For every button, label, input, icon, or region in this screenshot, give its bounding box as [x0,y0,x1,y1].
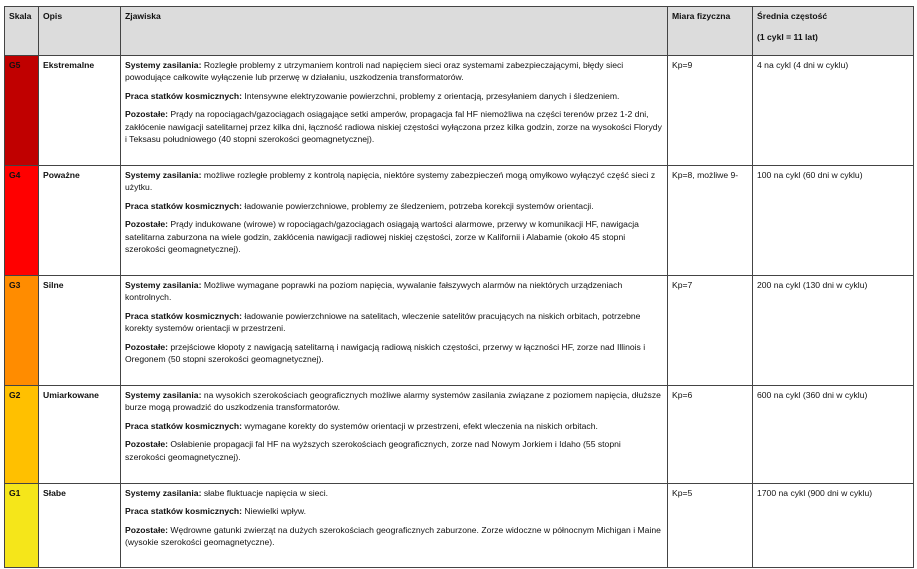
physical-measure-cell: Kp=5 [668,484,753,568]
description-cell: Poważne [39,166,121,276]
scale-cell: G3 [5,276,39,386]
phenomenon-paragraph [125,218,663,255]
phenomenon-label: Systemy zasilania: [125,390,202,400]
phenomenon-paragraph [125,389,663,414]
phenomenon-text: Niewielki wpływ. [242,506,307,517]
phenomenon-paragraph [125,90,663,102]
geomagnetic-storm-scale-table [4,6,914,568]
scale-cell: G5 [5,56,39,166]
phenomenon-paragraph [125,505,663,517]
phenomenon-label: Systemy zasilania: [125,60,202,70]
phenomenon-paragraph [125,59,663,84]
phenomenon-text: wymagane korekty do systemów orientacji w przestrzeni, efekt wleczenia na niskich orbitach. [242,420,598,431]
phenomenon-paragraph [125,341,663,366]
description-cell: Ekstremalne [39,56,121,166]
phenomenon-paragraph [125,279,663,304]
phenomenon-label: Praca statków kosmicznych: [125,310,243,321]
scale-cell: G1 [5,484,39,568]
phenomena-cell [121,386,668,484]
phenomenon-paragraph [125,108,663,145]
table-row [5,386,914,484]
header-row [5,7,914,56]
scale-cell: G2 [5,386,39,484]
description-cell: Silne [39,276,121,386]
phenomenon-text: na wysokich szerokościach geograficznych możliwe alarmy systemów zasilania związane z poziomem napięcia, dłuższe burze mogą prowadzić do uszkodzenia transformatorów. [125,390,661,413]
table-row [5,484,914,568]
header-czestosc [753,7,914,56]
phenomenon-text: Rozległe problemy z utrzymaniem kontroli nad napięciem sieci oraz systemami zabezpieczającymi, błędy sieci powodujące całkowite wyłączenie lub przerwę w działaniu, uszkodzenia transformatorów. [125,60,624,83]
phenomenon-label: Systemy zasilania: [125,170,202,180]
phenomenon-text: Intensywne elektryzowanie powierzchni, problemy z orientacją, przesyłaniem danych i śledzeniem. [242,90,620,101]
table-row [5,276,914,386]
phenomenon-label: Pozostałe: [125,341,168,352]
phenomenon-label: Pozostałe: [125,219,168,230]
phenomenon-paragraph [125,420,663,432]
description-cell: Słabe [39,484,121,568]
average-frequency-cell: 600 na cykl (360 dni w cyklu) [753,386,914,484]
phenomenon-text: ładowanie powierzchniowe na satelitach, wleczenie satelitów pracujących na niskich orbitach, potrzebne korekty systemów orientacji w przestrzeni. [125,310,641,334]
phenomenon-text: Wędrowne gatunki zwierząt na dużych szerokościach geograficznych zaburzone. Zorze widoczne w północnym Michigan i Maine (wysokie szerokości geomagnetyczne). [125,524,661,548]
phenomena-cell [121,166,668,276]
phenomenon-label: Pozostałe: [125,109,168,120]
phenomenon-label: Pozostałe: [125,439,168,450]
header-czestosc-label: Średnia częstość [757,11,828,21]
average-frequency-cell: 4 na cykl (4 dni w cyklu) [753,56,914,166]
table-row [5,166,914,276]
header-skala: Skala [5,7,39,56]
phenomena-cell [121,276,668,386]
description-cell: Umiarkowane [39,386,121,484]
scale-cell: G4 [5,166,39,276]
average-frequency-cell: 200 na cykl (130 dni w cyklu) [753,276,914,386]
physical-measure-cell: Kp=9 [668,56,753,166]
table-body [5,56,914,568]
phenomenon-label: Pozostałe: [125,524,168,535]
header-czestosc-sub: (1 cykl = 11 lat) [757,32,818,43]
phenomenon-label: Praca statków kosmicznych: [125,420,243,431]
phenomenon-label: Systemy zasilania: [125,488,202,498]
phenomenon-text: możliwe rozległe problemy z kontrolą napięcia, niektóre systemy zabezpieczeń mogą omyłkowo wyłączyć część sieci z użytku. [125,170,656,193]
phenomenon-text: Możliwe wymagane poprawki na poziom napięcia, wywalanie fałszywych alarmów na niektórych urządzeniach kontrolnych. [125,280,623,303]
phenomenon-text: Osłabienie propagacji fal HF na wyższych szerokościach geograficznych, zorze nad Nowym Jorkiem i Idaho (55 stopni szerokości geomagnetycznej). [125,439,621,462]
average-frequency-cell: 1700 na cykl (900 dni w cyklu) [753,484,914,568]
phenomenon-paragraph [125,438,663,463]
table-row [5,56,914,166]
geomagnetic-storm-scale-table-wrapper [4,6,914,568]
phenomenon-paragraph [125,524,663,549]
header-miara: Miara fizyczna [668,7,753,56]
phenomenon-text: słabe fluktuacje napięcia w sieci. [201,488,329,498]
phenomenon-text: ładowanie powierzchniowe, problemy ze śledzeniem, potrzeba korekcji systemów orientacji. [242,200,594,211]
phenomenon-text: Prądy na ropociągach/gazociągach osiągające setki amperów, propagacja fal HF niemożliwa na części terenów przez 1-2 dni, zakłócenie nawigacji satelitarnej przez kilka dni, łączność radiowa niskiej częstości wyłączona przez kilka godzin, zorze na wysokości Florydy i Teksasu południowego (40 stopni szerokości geomagnetycznej). [125,109,662,145]
physical-measure-cell: Kp=7 [668,276,753,386]
phenomena-cell [121,56,668,166]
physical-measure-cell: Kp=8, możliwe 9- [668,166,753,276]
phenomenon-label: Praca statków kosmicznych: [125,200,243,211]
phenomena-cell [121,484,668,568]
phenomenon-paragraph [125,310,663,335]
phenomenon-label: Praca statków kosmicznych: [125,90,243,101]
phenomenon-text: przejściowe kłopoty z nawigacją satelitarną i nawigacją radiową niskich częstości, przerwy w łączności HF, zorze nad Illinois i Oregonem (50 stopni szerokości geomagnetycznej). [125,341,646,365]
physical-measure-cell: Kp=6 [668,386,753,484]
header-opis: Opis [39,7,121,56]
phenomenon-text: Prądy indukowane (wirowe) w ropociągach/gazociągach osiągają wartości alarmowe, przerwy w komunikacji HF, nawigacja satelitarna zaburzona na wiele godzin, zakłócenia nawigacji radiowej niskiej częstości, zorze w Kalifornii i Alabamie (około 45 stopni szerokości geomagnetycznej). [125,219,639,255]
phenomenon-label: Praca statków kosmicznych: [125,506,243,517]
phenomenon-label: Systemy zasilania: [125,280,202,290]
phenomenon-paragraph [125,200,663,212]
average-frequency-cell: 100 na cykl (60 dni w cyklu) [753,166,914,276]
phenomenon-paragraph [125,169,663,194]
header-zjawiska: Zjawiska [121,7,668,56]
phenomenon-paragraph [125,487,663,499]
